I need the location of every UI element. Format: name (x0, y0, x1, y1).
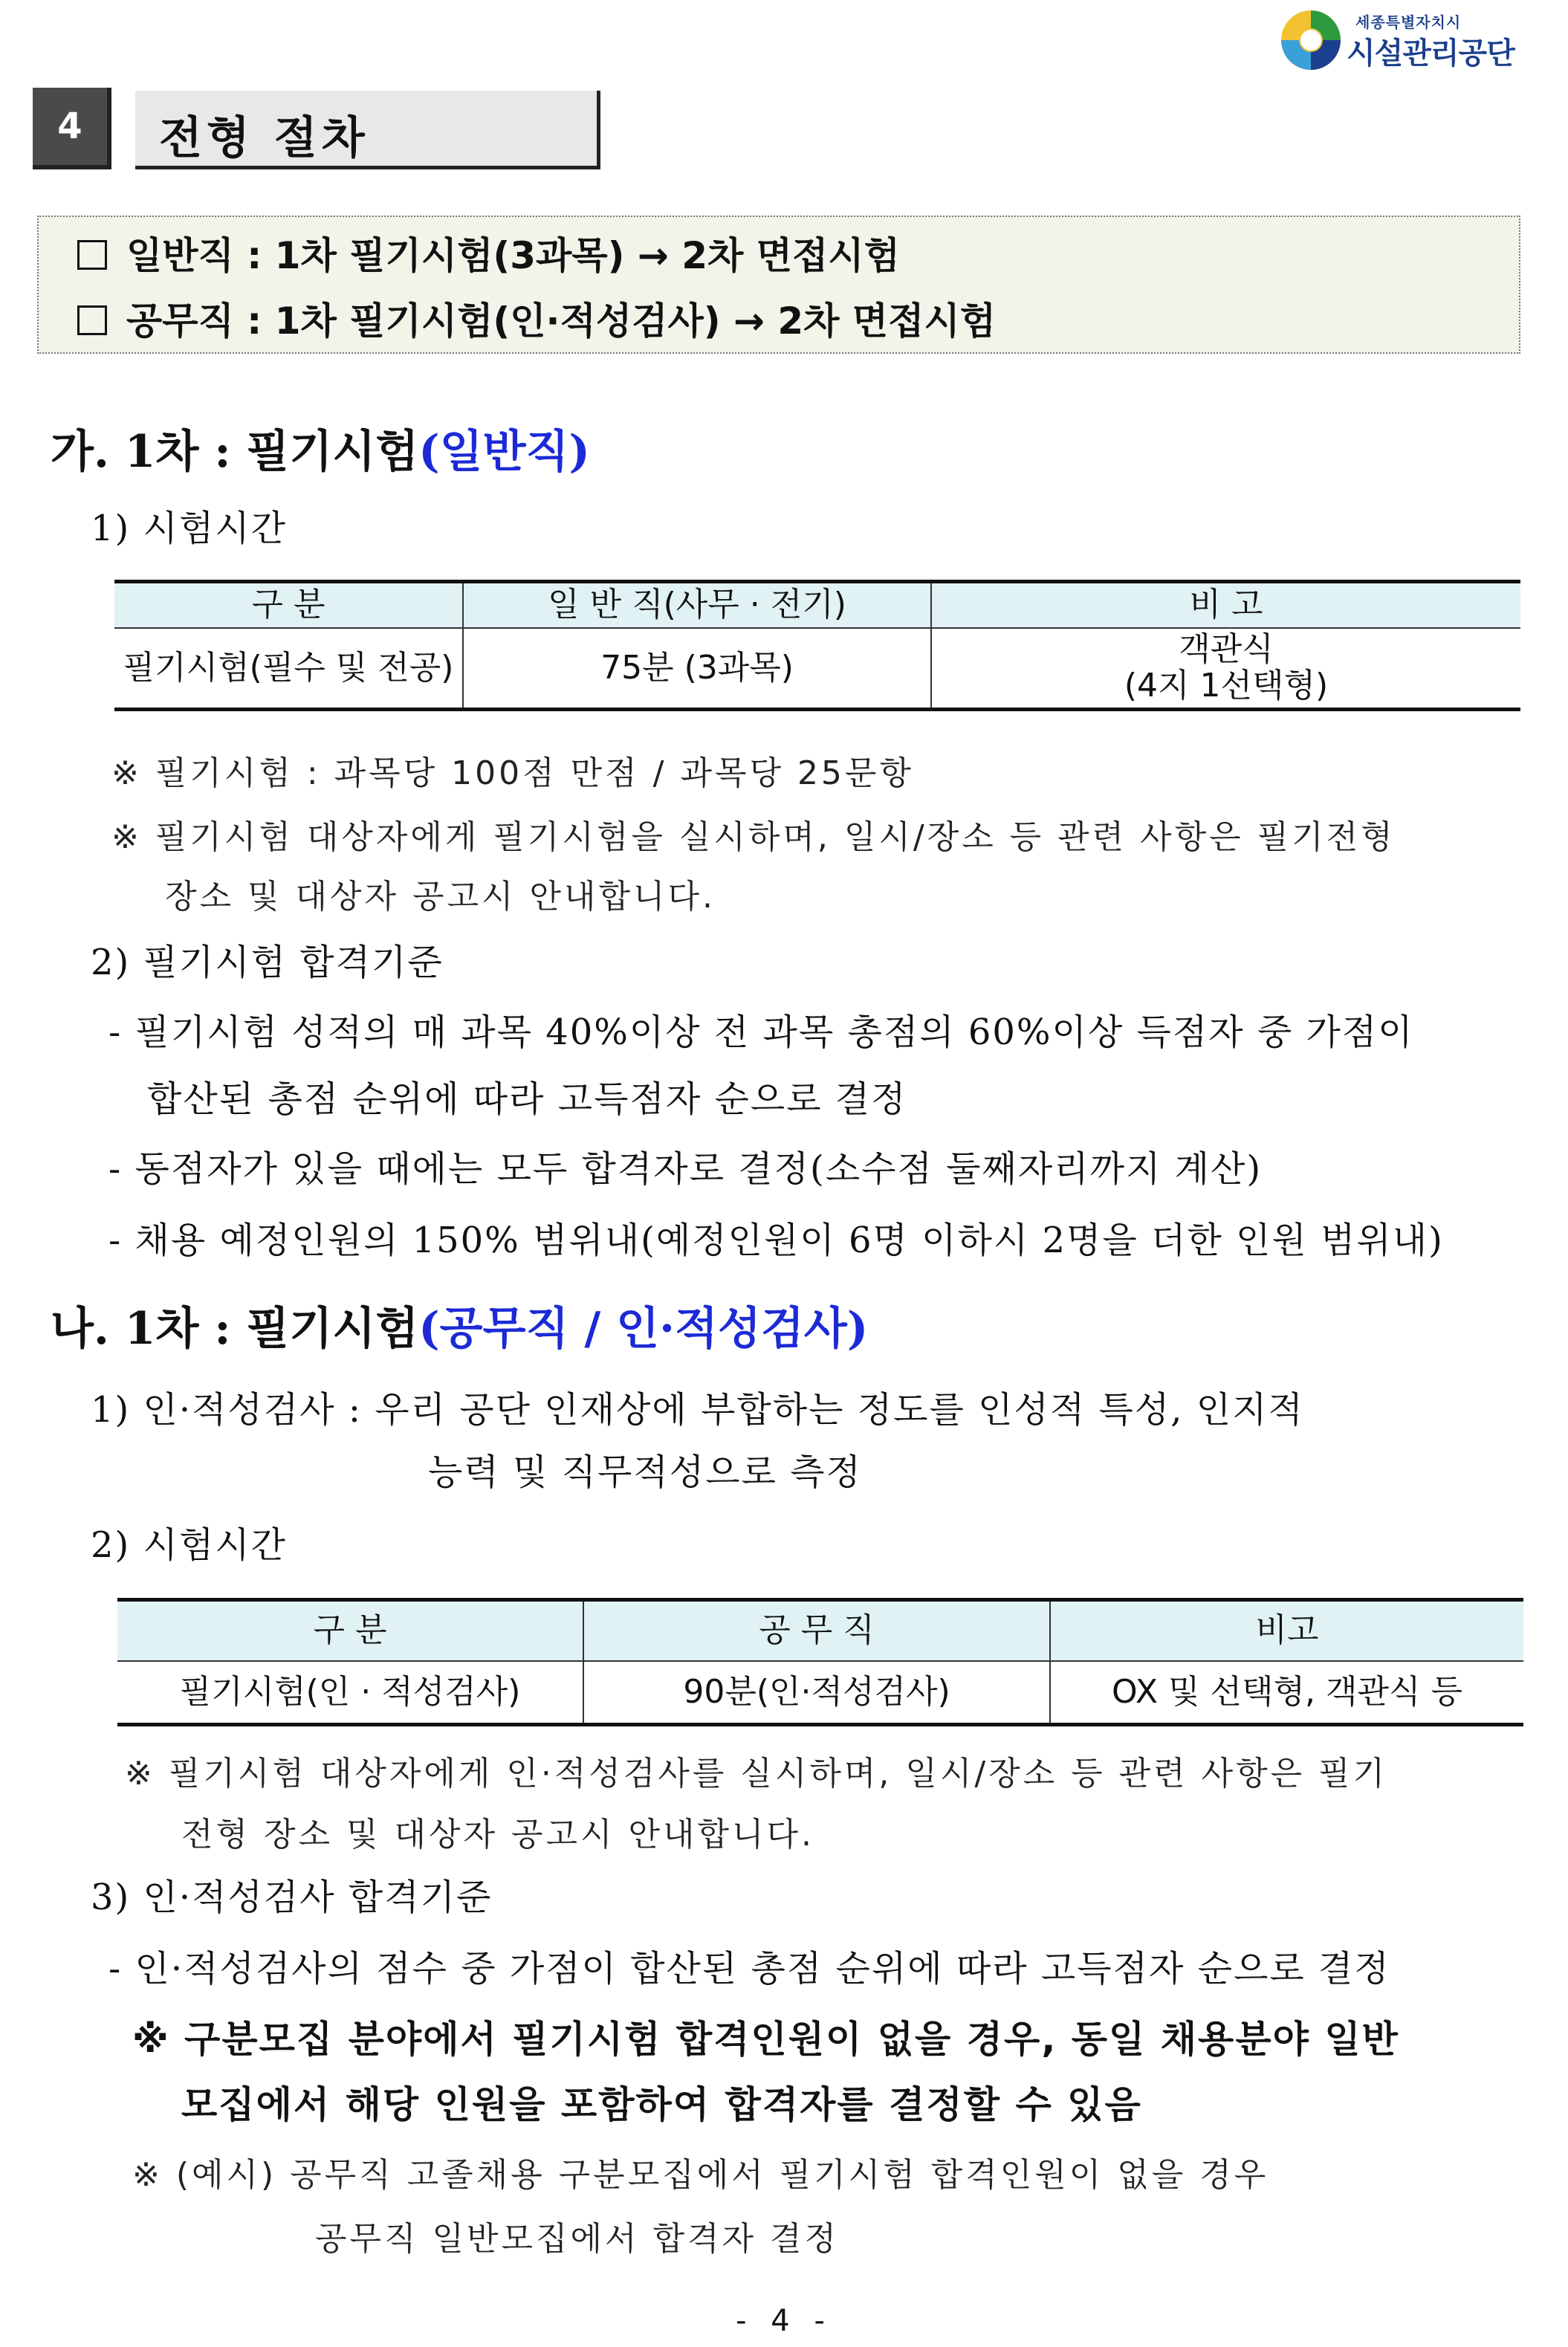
note-line: ※ 필기시험 대상자에게 인·적성검사를 실시하며, 일시/장소 등 관련 사항은 필기 (125, 1755, 1388, 1793)
part-b-subheading: 3) 인·적성검사 합격기준 (91, 1877, 493, 1918)
table-cell: 객관식 (4지 1선택형) (931, 628, 1520, 710)
organization-logo (1275, 3, 1520, 74)
table-header-cell: 비고 (1050, 1600, 1523, 1661)
note-line: 장소 및 대상자 공고시 안내합니다. (165, 878, 716, 916)
table-header-cell: 일 반 직(사무 · 전기) (463, 582, 931, 628)
summary-line: 공무직 : 1차 필기시험(인·적성검사) → 2차 면접시험 (77, 291, 996, 345)
logo-big-text: 시설관리공단 (1347, 36, 1514, 71)
table-header-cell: 공 무 직 (583, 1600, 1050, 1661)
criteria-line: - 동점자가 있을 때에는 모두 합격자로 결정(소수점 둘째자리까지 계산) (108, 1148, 1263, 1190)
criteria-line: - 인·적성검사의 점수 중 가점이 합산된 총점 순위에 따라 고득점자 순으로 결정 (108, 1948, 1390, 1990)
checkbox-square-icon (77, 305, 107, 335)
table-cell: 필기시험(인 · 적성검사) (117, 1661, 583, 1725)
summary-box (37, 216, 1520, 354)
page-number: - 4 - (736, 2304, 832, 2338)
table-cell: 필기시험(필수 및 전공) (114, 628, 463, 710)
part-a-subheading: 1) 시험시간 (91, 508, 287, 549)
table-cell: OX 및 선택형, 객관식 등 (1050, 1661, 1523, 1725)
note-line: 전형 장소 및 대상자 공고시 안내합니다. (181, 1816, 814, 1854)
table-header-cell: 구 분 (114, 582, 463, 628)
example-note: 공무직 일반모집에서 합격자 결정 (315, 2220, 840, 2258)
section-number: 4 (33, 88, 111, 169)
part-a-heading: 가. 1차 : 필기시험(일반직) (51, 426, 590, 478)
bold-notice: 모집에서 해당 인원을 포함하여 합격자를 결정할 수 있음 (181, 2083, 1142, 2126)
part-b-subheading: 1) 인·적성검사 : 우리 공단 인재상에 부합하는 정도를 인성적 특성, 인지적 (91, 1389, 1304, 1431)
public-service-exam-table (117, 1598, 1523, 1726)
part-a-subheading: 2) 필기시험 합격기준 (91, 942, 444, 983)
example-note: ※ (예시) 공무직 고졸채용 구분모집에서 필기시험 합격인원이 없을 경우 (132, 2156, 1269, 2194)
logo-emblem-icon (1278, 7, 1344, 73)
part-b-subheading: 2) 시험시간 (91, 1524, 287, 1566)
criteria-line: - 필기시험 성적의 매 과목 40%이상 전 과목 총점의 60%이상 득점자 중 가점이 (108, 1011, 1414, 1053)
section-title: 전형 절차 (159, 112, 369, 164)
checkbox-square-icon (77, 240, 107, 270)
table-header-cell: 구 분 (117, 1600, 583, 1661)
table-cell: 75분 (3과목) (463, 628, 931, 710)
note-line: ※ 필기시험 : 과목당 100점 만점 / 과목당 25문항 (111, 754, 914, 792)
general-exam-table (114, 580, 1520, 711)
part-b-subheading: 능력 및 직무적성으로 측정 (428, 1451, 862, 1493)
table-cell: 90분(인·적성검사) (583, 1661, 1050, 1725)
table-header-cell: 비 고 (931, 582, 1520, 628)
note-line: ※ 필기시험 대상자에게 필기시험을 실시하며, 일시/장소 등 관련 사항은 필기전형 (111, 818, 1396, 856)
criteria-line: - 채용 예정인원의 150% 범위내(예정인원이 6명 이하시 2명을 더한 인원 범위내) (108, 1220, 1444, 1261)
logo-small-text: 세종특별자치시 (1355, 13, 1462, 31)
criteria-line: 합산된 총점 순위에 따라 고득점자 순으로 결정 (147, 1078, 907, 1120)
bold-notice: ※ 구분모집 분야에서 필기시험 합격인원이 없을 경우, 동일 채용분야 일반 (132, 2018, 1399, 2061)
summary-line: 일반직 : 1차 필기시험(3과목) → 2차 면접시험 (77, 226, 900, 279)
part-b-heading: 나. 1차 : 필기시험(공무직 / 인·적성검사) (51, 1303, 869, 1355)
